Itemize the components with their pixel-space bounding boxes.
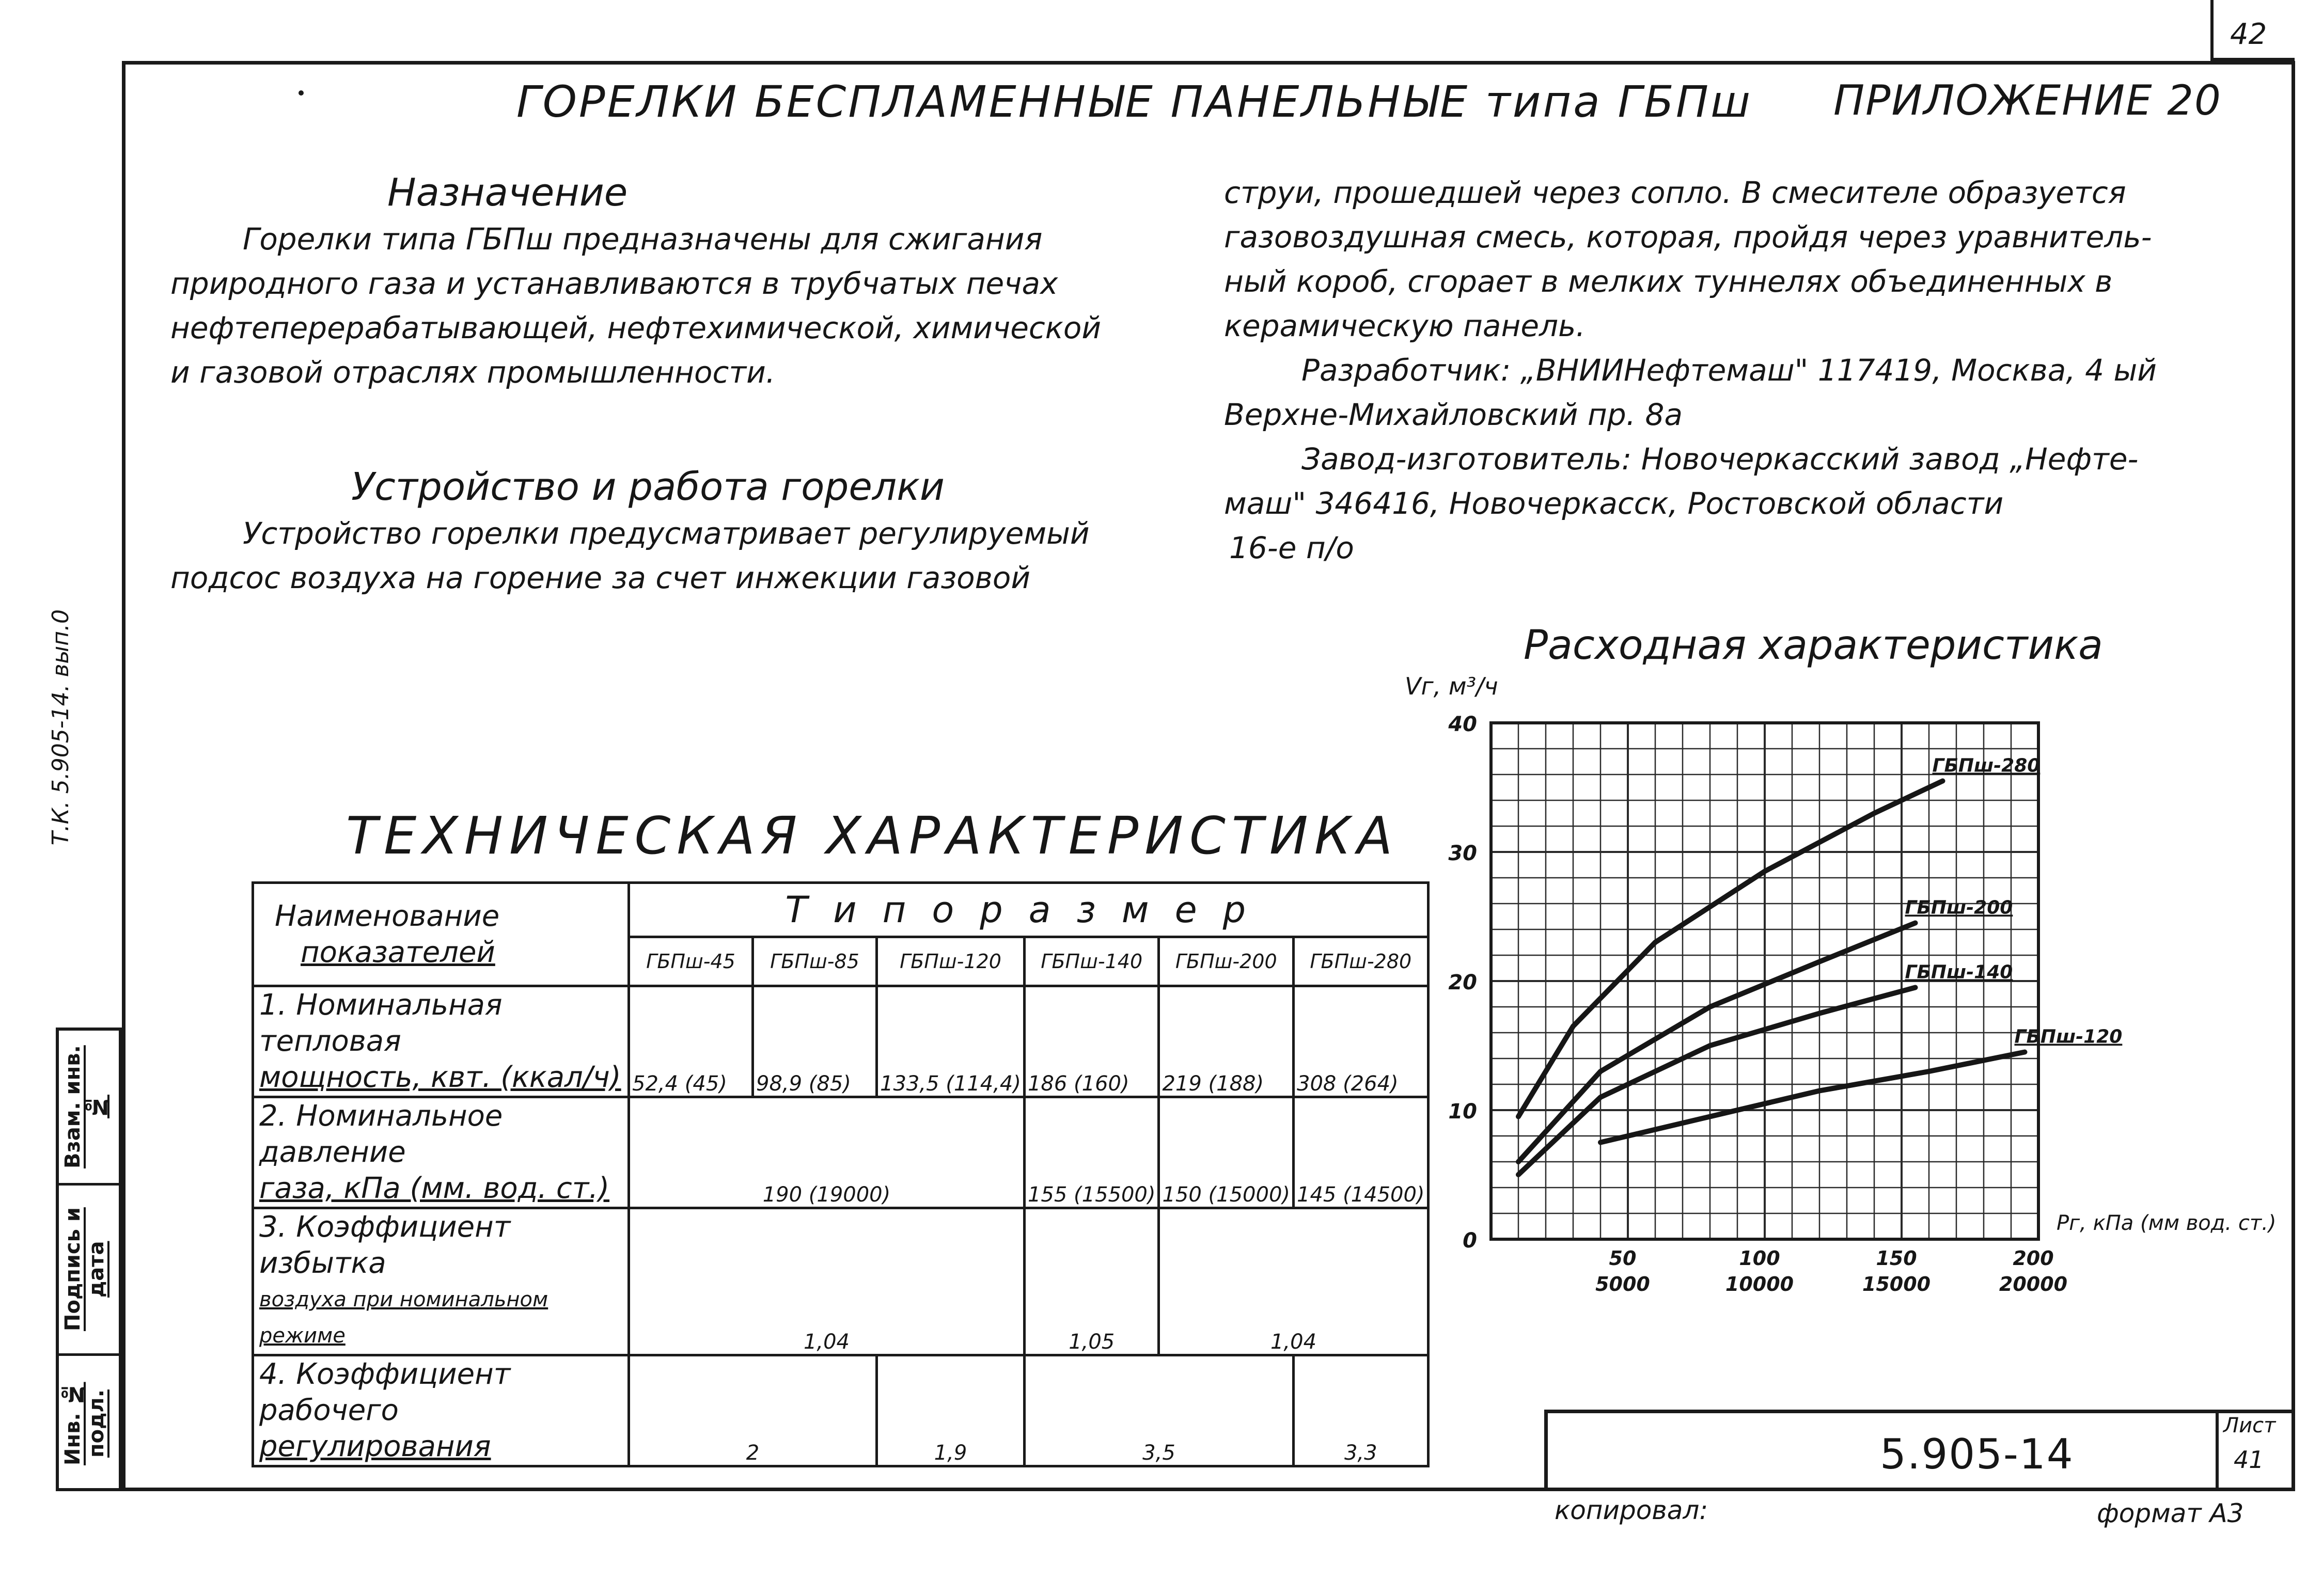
table-cell: 1,9 <box>877 1355 1025 1466</box>
table-cell: 3,3 <box>1294 1355 1429 1466</box>
text-line: ный короб, сгорает в мелких туннелях объединенных в <box>1224 264 2113 299</box>
x-tick-label: 100 <box>1739 1247 1780 1270</box>
copied-by: копировал: <box>1555 1495 1708 1525</box>
sheet-value: 41 <box>2234 1446 2264 1474</box>
row-label-line: 2. Номинальное давление <box>259 1099 503 1169</box>
document-code: 5.905-14 <box>1880 1430 2074 1478</box>
text-line: струи, прошедшей через сопло. В смесителе образуется <box>1224 175 2126 210</box>
model-header: ГБПш-200 <box>1159 937 1294 986</box>
table-cell: 155 (15500) <box>1024 1097 1159 1208</box>
series-label: ГБПш-120 <box>2014 1026 2123 1048</box>
size-header: Типоразмер <box>629 883 1429 937</box>
model-header: ГБПш-85 <box>753 937 877 986</box>
row-label-line: регулирования <box>259 1430 491 1463</box>
x-tick-label: 200 <box>2013 1247 2054 1270</box>
tech-spec-table <box>252 881 1430 1467</box>
y-tick-label: 30 <box>1448 842 1477 865</box>
manufacturer-line: Завод-изготовитель: Новочеркасский завод „Нефте- <box>1301 441 2139 477</box>
developer-line: Верхне-Михайловский пр. 8а <box>1224 397 1683 432</box>
y-tick-label: 0 <box>1463 1229 1477 1253</box>
device-heading: Устройство и работа горелки <box>351 465 945 509</box>
model-header: ГБПш-140 <box>1024 937 1159 986</box>
text-line: Устройство горелки предусматривает регулируемый <box>243 516 1090 551</box>
dot-mark <box>299 90 304 96</box>
x-tick-label-secondary: 5000 <box>1595 1273 1650 1295</box>
table-cell: 1,04 <box>1159 1208 1428 1355</box>
tech-table-title: ТЕХНИЧЕСКАЯ ХАРАКТЕРИСТИКА <box>346 805 1399 866</box>
model-header: ГБПш-280 <box>1294 937 1429 986</box>
purpose-text <box>170 217 1101 394</box>
text-line: газовоздушная смесь, которая, пройдя через уравнитель- <box>1224 219 2152 255</box>
series-label: ГБПш-140 <box>1905 961 2013 983</box>
model-header: ГБПш-45 <box>629 937 753 986</box>
table-row <box>253 986 1429 1097</box>
manufacturer-line: 16-е п/о <box>1229 530 1354 565</box>
table-cell: 1,04 <box>629 1208 1025 1355</box>
row-label <box>253 1208 629 1355</box>
right-column-text <box>1224 170 2157 570</box>
x-tick-label-secondary: 10000 <box>1725 1273 1794 1295</box>
table-cell: 308 (264) <box>1294 986 1429 1097</box>
strip-label: Подпись и дата <box>61 1207 108 1332</box>
row-label-line: мощность, квт. (ккал/ч) <box>259 1061 621 1094</box>
side-document-code: Т.К. 5.905-14. вып.0 <box>48 609 74 846</box>
manufacturer-line: маш" 346416, Новочеркасск, Ростовской области <box>1224 486 2004 521</box>
table-cell: 190 (19000) <box>629 1097 1025 1208</box>
table-row <box>253 1208 1429 1355</box>
text-line: Горелки типа ГБПш предназначены для сжигания <box>243 222 1043 257</box>
strip-cell-inventory-replace <box>59 1031 119 1186</box>
flow-characteristic-chart <box>1394 671 2283 1306</box>
x-axis-label: Рг, кПа (мм вод. ст.) <box>2057 1211 2277 1235</box>
name-header-cell <box>253 883 629 986</box>
row-label-line: газа, кПа (мм. вод. ст.) <box>259 1172 610 1205</box>
y-axis-label: Vг, м³/ч <box>1405 672 1498 700</box>
table-cell: 186 (160) <box>1024 986 1159 1097</box>
developer-line: Разработчик: „ВНИИНефтемаш" 117419, Москва, 4 ый <box>1301 353 2157 388</box>
name-header-line: показателей <box>301 935 495 969</box>
strip-cell-inventory-original <box>59 1356 119 1491</box>
chart-title: Расходная характеристика <box>1524 622 2103 669</box>
strip-label: Инв. № подл. <box>61 1382 108 1465</box>
x-tick-label-secondary: 15000 <box>1862 1273 1931 1295</box>
table-cell: 52,4 (45) <box>629 986 753 1097</box>
appendix-label: ПРИЛОЖЕНИЕ 20 <box>1833 76 2222 124</box>
series-label: ГБПш-200 <box>1905 897 2013 919</box>
y-tick-label: 40 <box>1448 713 1477 736</box>
table-cell: 98,9 (85) <box>753 986 877 1097</box>
sheet-number: 42 <box>2230 18 2267 51</box>
y-tick-label: 10 <box>1448 1100 1477 1124</box>
table-row <box>253 1355 1429 1466</box>
text-line: природного газа и устанавливаются в трубчатых печах <box>170 266 1058 301</box>
strip-cell-signature <box>59 1186 119 1356</box>
page-title: ГОРЕЛКИ БЕСПЛАМЕННЫЕ ПАНЕЛЬНЫЕ типа ГБПш <box>516 76 1752 127</box>
name-header-line: Наименование <box>275 899 500 933</box>
series-line <box>1518 988 1916 1175</box>
row-label-line: 3. Коэффициент избытка <box>259 1210 511 1280</box>
x-tick-label: 50 <box>1609 1247 1637 1270</box>
strip-label: Взам. инв. № <box>61 1045 108 1168</box>
model-header: ГБПш-120 <box>877 937 1025 986</box>
x-tick-label: 150 <box>1876 1247 1917 1270</box>
table-cell: 133,5 (114,4) <box>877 986 1025 1097</box>
row-label-line: воздуха при номинальном режиме <box>259 1288 548 1348</box>
table-cell: 1,05 <box>1024 1208 1159 1355</box>
text-line: керамическую панель. <box>1224 308 1586 343</box>
table-row <box>253 1097 1429 1208</box>
text-line: и газовой отраслях промышленности. <box>170 355 776 390</box>
row-label <box>253 1097 629 1208</box>
text-line: нефтеперерабатывающей, нефтехимической, химической <box>170 310 1102 345</box>
row-label <box>253 1355 629 1466</box>
y-tick-label: 20 <box>1448 971 1477 994</box>
table-cell: 3,5 <box>1024 1355 1293 1466</box>
device-text <box>170 511 1090 600</box>
purpose-heading: Назначение <box>387 170 628 215</box>
row-label <box>253 986 629 1097</box>
text-line: подсос воздуха на горение за счет инжекции газовой <box>170 560 1031 595</box>
table-cell: 150 (15000) <box>1159 1097 1294 1208</box>
side-stamp-strip <box>56 1028 122 1491</box>
table-cell: 145 (14500) <box>1294 1097 1429 1208</box>
table-cell: 219 (188) <box>1159 986 1294 1097</box>
row-label-line: 1. Номинальная тепловая <box>259 988 503 1058</box>
paper-format: формат А3 <box>2097 1498 2244 1528</box>
sheet-label: Лист <box>2223 1414 2276 1437</box>
table-cell: 2 <box>629 1355 877 1466</box>
series-label: ГБПш-280 <box>1932 755 2041 777</box>
x-tick-label-secondary: 20000 <box>1999 1273 2068 1295</box>
series-line <box>1518 781 1943 1117</box>
row-label-line: 4. Коэффициент рабочего <box>259 1357 511 1427</box>
